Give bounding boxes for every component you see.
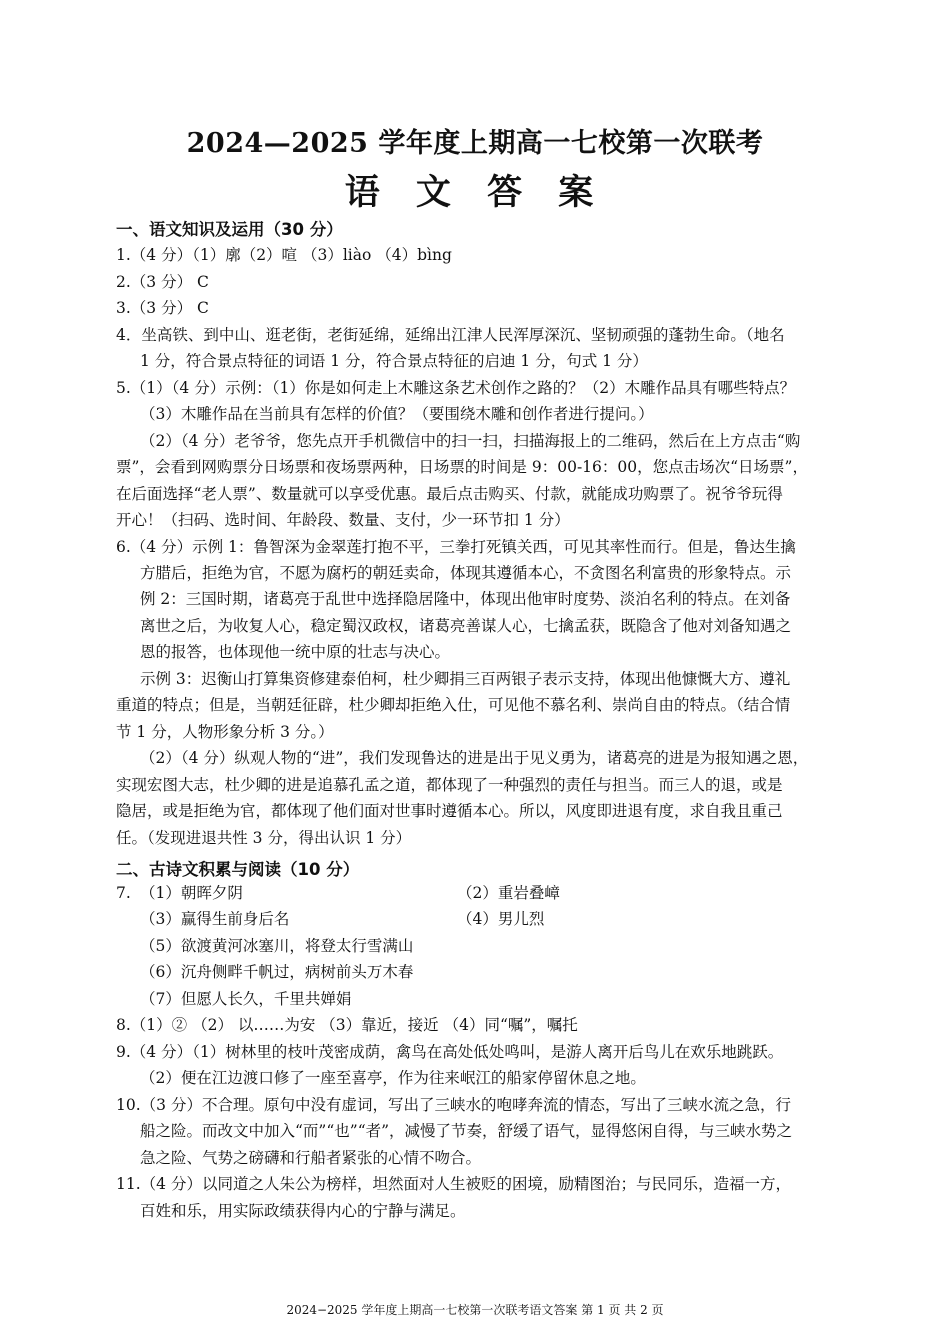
answer-q6-line: 恩的报答，也体现他一统中原的壮志与决心。 (140, 643, 451, 661)
answer-q6-line: 节 1 分，人物形象分析 3 分。） (116, 723, 334, 741)
answer-q10-line: 急之险、气势之磅礴和行船者紧张的心情不吻合。 (140, 1149, 482, 1167)
answer-q6-line: 任。（发现进退共性 3 分，得出认识 1 分） (116, 829, 412, 847)
answer-q10-line: 10.（3 分）不合理。原句中没有虚词，写出了三峡水的咆哮奔流的情态，写出了三峡水流之急，行 (116, 1096, 791, 1114)
page-title: 语 文 答 案 (344, 172, 606, 213)
answer-q4-line: 1 分，符合景点特征的词语 1 分，符合景点特征的启迪 1 分，句式 1 分） (140, 352, 648, 370)
answer-q4-line: 4．坐高铁、到中山、逛老街，老街延绵，延绵出江津人民浑厚深沉、坚韧顽强的蓬勃生命。（地名 (116, 326, 785, 344)
answer-q6-line: （2）（4 分）纵观人物的“进”，我们发现鲁达的进是出于见义勇为，诸葛亮的进是为报知遇之恩， (140, 749, 809, 767)
answer-q5-line: 在后面选择“老人票”、数量就可以享受优惠。最后点击购买、付款，就能成功购票了。祝爷爷玩得 (116, 485, 783, 503)
answer-q7-item: （5）欲渡黄河冰塞川，将登太行雪满山 (140, 937, 414, 955)
section-2-heading: 二、古诗文积累与阅读（10 分） (116, 860, 360, 879)
answer-q7-item: （1）朝晖夕阴 (140, 884, 243, 902)
answer-q8: 8.（1）② （2） 以……为安 （3）靠近，接近 （4）同“嘱”，嘱托 (116, 1016, 578, 1034)
answer-q5-line: 票”，会看到网购票分日场票和夜场票两种，日场票的时间是 9：00-16：00，您点击场次“日场票”， (116, 458, 808, 476)
answer-q6-line: 实现宏图大志，杜少卿的进是追慕孔孟之道，都体现了一种强烈的责任与担当。而三人的退，或是 (116, 776, 783, 794)
answer-q3: 3.（3 分） C (116, 299, 209, 317)
answer-q1: 1.（4 分）（1）廓（2）喧 （3）liào （4）bìng (116, 246, 452, 264)
page-footer: 2024−2025 学年度上期高一七校第一次联考语文答案 第 1 页 共 2 页 (286, 1303, 664, 1317)
answer-q10-line: 船之险。而改文中加入“而”“也”“者”，减慢了节奏，舒缓了语气，显得悠闲自得，与三峡水势之 (140, 1122, 793, 1140)
answer-q2: 2.（3 分） C (116, 273, 209, 291)
answer-q7-item: （2）重岩叠嶂 (457, 884, 560, 902)
answer-q6-line: 6.（4 分）示例 1：鲁智深为金翠莲打抱不平，三拳打死镇关西，可见其率性而行。但是，鲁达生擒 (116, 538, 796, 556)
answer-q5-line: 开心！（扫码、选时间、年龄段、数量、支付，少一环节扣 1 分） (116, 511, 570, 529)
answer-q6-line: 隐居，或是拒绝为官，都体现了他们面对世事时遵循本心。所以，风度即进退有度，求自我且重己 (116, 802, 783, 820)
answer-q11-line: 11.（4 分）以同道之人朱公为榜样，坦然面对人生被贬的困境，励精图治；与民同乐，造福一方， (116, 1175, 791, 1193)
answer-q11-line: 百姓和乐，用实际政绩获得内心的宁静与满足。 (140, 1202, 466, 1220)
answer-q6-line: 离世之后，为收复人心，稳定蜀汉政权，诸葛亮善谋人心，七擒孟获，既隐含了他对刘备知遇之 (140, 617, 792, 635)
answer-q5-line: （2）（4 分）老爷爷，您先点开手机微信中的扫一扫，扫描海报上的二维码，然后在上方点击“购 (140, 432, 801, 450)
exam-title: 2024—2025 学年度上期高一七校第一次联考 (186, 128, 764, 159)
answer-q7-item: （4）男儿烈 (457, 910, 545, 928)
answer-q7-item: （6）沉舟侧畔千帆过，病树前头万木春 (140, 963, 414, 981)
answer-q6-line: 例 2：三国时期，诸葛亮于乱世中选择隐居隆中，体现出他审时度势、淡泊名利的特点。在刘备 (140, 590, 791, 608)
answer-q6-line: 示例 3：迟衡山打算集资修建泰伯柯，杜少卿捐三百两银子表示支持，体现出他慷慨大方、遵礼 (140, 670, 791, 688)
answer-q5-line: （3）木雕作品在当前具有怎样的价值？（要围绕木雕和创作者进行提问。） (140, 405, 654, 423)
answer-q9-line: 9.（4 分）（1）树林里的枝叶茂密成荫，禽鸟在高处低处鸣叫，是游人离开后鸟儿在欢乐地跳跃。 (116, 1043, 784, 1061)
answer-q7-item: （3）赢得生前身后名 (140, 910, 290, 928)
answer-q7-item: （7）但愿人长久，千里共婵娟 (140, 990, 352, 1008)
answer-q6-line: 方腊后，拒绝为官，不愿为腐朽的朝廷卖命，体现其遵循本心，不贪图名利富贵的形象特点。示 (140, 564, 792, 582)
answer-q7-number: 7. (116, 884, 131, 902)
answer-q9-line: （2）便在江边渡口修了一座至喜亭，作为往来岷江的船家停留休息之地。 (140, 1069, 646, 1087)
answer-q6-line: 重道的特点；但是，当朝廷征辟，杜少卿却拒绝入仕，可见他不慕名利、崇尚自由的特点。（结合情 (116, 696, 791, 714)
answer-q5-line: 5.（1）（4 分）示例：（1）你是如何走上木雕这条艺术创作之路的？（2）木雕作品具有哪些特点？ (116, 379, 796, 397)
section-1-heading: 一、语文知识及运用（30 分） (116, 220, 343, 239)
